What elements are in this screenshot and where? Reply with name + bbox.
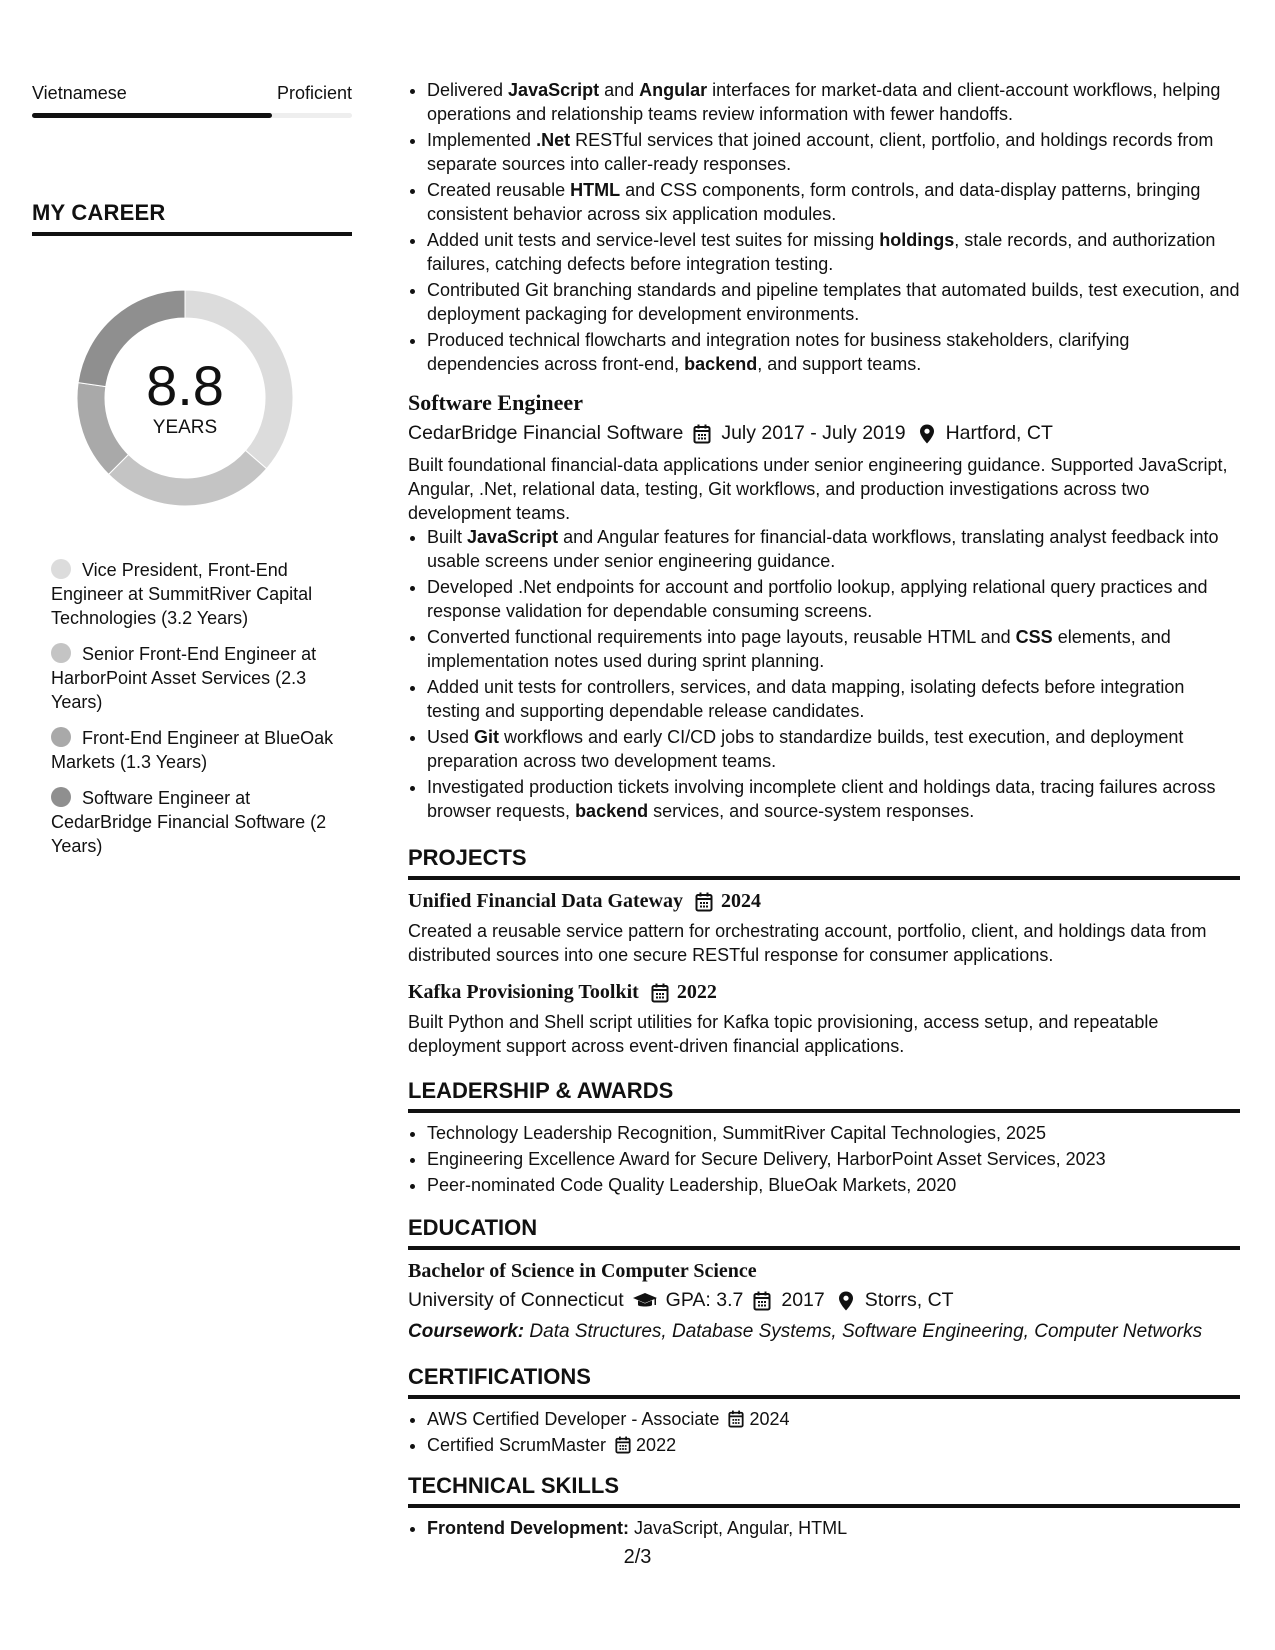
experience-bullet: • Used Git workflows and early CI/CD jobs to standardize builds, test execution, and deployment preparation across two development teams. xyxy=(427,725,1240,773)
graduation-year: 2017 xyxy=(781,1289,825,1311)
project-description: Created a reusable service pattern for orchestrating account, portfolio, client, and holdings data from distributed sources into one secure RESTful response for consumer applications. xyxy=(408,921,1207,965)
career-legend-label: Front-End Engineer at BlueOak Markets (1.3 Years) xyxy=(51,728,334,772)
project-title: Kafka Provisioning Toolkit xyxy=(408,981,639,1003)
experience-bullet: • Converted functional requirements into page layouts, reusable HTML and CSS elements, and implementation notes used during sprint planning. xyxy=(427,625,1240,673)
career-legend-label: Software Engineer at CedarBridge Financial Software (2 Years) xyxy=(51,788,327,856)
career-legend-item xyxy=(51,786,352,858)
award-item: • Technology Leadership Recognition, SummitRiver Capital Technologies, 2025 xyxy=(427,1121,1240,1145)
job-summary: Built foundational financial-data applications under senior engineering guidance. Supported JavaScript, Angular, .Net, relational data, testing, Git workflows, and production investigations across two development teams. xyxy=(408,455,1228,523)
job-title: Software Engineer xyxy=(408,390,583,415)
school-name: University of Connecticut xyxy=(408,1289,624,1311)
experience-bullet: • Built JavaScript and Angular features for financial-data workflows, translating analyst feedback into usable screens under senior engineering guidance. xyxy=(427,525,1240,573)
sidebar xyxy=(32,78,352,870)
calendar-icon xyxy=(689,424,715,444)
skills-list xyxy=(408,1516,1240,1540)
legend-swatch xyxy=(51,787,71,807)
certifications-section xyxy=(408,1364,1240,1457)
page-number: 2/3 xyxy=(623,1546,652,1568)
calendar-icon xyxy=(691,892,717,912)
career-legend-item xyxy=(51,642,352,714)
career-legend-label: Senior Front-End Engineer at HarborPoint Asset Services (2.3 Years) xyxy=(51,644,317,712)
projects-heading: PROJECTS xyxy=(408,845,1240,880)
job-dates: July 2017 - July 2019 xyxy=(721,422,906,444)
school-location: Storrs, CT xyxy=(864,1289,954,1311)
skills-heading: TECHNICAL SKILLS xyxy=(408,1473,1240,1508)
experience-bullet: • Added unit tests and service-level test suites for missing holdings, stale records, and authorization failures, catching defects before integration testing. xyxy=(427,228,1240,276)
career-legend-item xyxy=(51,726,352,774)
skill-category: Frontend Development: xyxy=(427,1518,630,1538)
certifications-heading: CERTIFICATIONS xyxy=(408,1364,1240,1399)
certification-year: 2022 xyxy=(636,1435,677,1455)
education-meta xyxy=(408,1289,1240,1312)
language-proficiency-bar xyxy=(32,113,352,118)
experience-bullet: • Implemented .Net RESTful services that joined account, client, portfolio, and holdings records from separate sources into caller-ready responses. xyxy=(427,128,1240,176)
career-total-value: 8.8 xyxy=(146,354,224,417)
experience-bullet: • Developed .Net endpoints for account and portfolio lookup, applying relational query practices and response validation for dependable consuming screens. xyxy=(427,575,1240,623)
job-company: CedarBridge Financial Software xyxy=(408,422,684,444)
coursework-label: Coursework: xyxy=(408,1321,525,1342)
education-heading: EDUCATION xyxy=(408,1215,1240,1250)
previous-job-bullets xyxy=(408,78,1240,376)
legend-swatch xyxy=(51,643,71,663)
leadership-list xyxy=(408,1121,1240,1197)
location-pin-icon xyxy=(833,1291,859,1311)
degree-title: Bachelor of Science in Computer Science xyxy=(408,1260,757,1282)
location-pin-icon xyxy=(914,424,940,444)
project-title-row xyxy=(408,981,1240,1004)
skill-values: JavaScript, Angular, HTML xyxy=(629,1518,848,1538)
skills-section xyxy=(408,1473,1240,1540)
experience-bullet: • Contributed Git branching standards and pipeline templates that automated builds, test execution, and deployment packaging for development environments. xyxy=(427,278,1240,326)
projects-section xyxy=(408,845,1240,1058)
language-row xyxy=(32,78,352,104)
certifications-list xyxy=(408,1407,1240,1457)
gpa: GPA: 3.7 xyxy=(665,1289,744,1311)
coursework-list: Data Structures, Database Systems, Software Engineering, Computer Networks xyxy=(529,1321,1203,1342)
job-bullets xyxy=(408,525,1240,823)
certification-item xyxy=(427,1407,1240,1431)
certification-name: AWS Certified Developer - Associate xyxy=(427,1409,720,1429)
calendar-icon xyxy=(723,1410,749,1428)
experience-bullet: • Investigated production tickets involving incomplete client and holdings data, tracing failures across browser requests, backend services, and source-system responses. xyxy=(427,775,1240,823)
projects-list xyxy=(408,890,1240,1058)
calendar-icon xyxy=(647,983,673,1003)
experience-bullet: • Added unit tests for controllers, services, and data mapping, isolating defects before integration testing and supporting dependable release candidates. xyxy=(427,675,1240,723)
skill-item xyxy=(427,1516,1240,1540)
education-section xyxy=(408,1215,1240,1344)
project-description: Built Python and Shell script utilities for Kafka topic provisioning, access setup, and repeatable deployment support across event-driven financial applications. xyxy=(408,1012,1159,1056)
career-heading: MY CAREER xyxy=(32,118,352,236)
legend-swatch xyxy=(51,727,71,747)
graduation-cap-icon xyxy=(630,1292,660,1310)
certification-name: Certified ScrumMaster xyxy=(427,1435,607,1455)
project-title-row xyxy=(408,890,1240,913)
award-item: • Engineering Excellence Award for Secure Delivery, HarborPoint Asset Services, 2023 xyxy=(427,1147,1240,1171)
certification-item xyxy=(427,1433,1240,1457)
language-level: Proficient xyxy=(276,83,352,103)
career-total-unit: YEARS xyxy=(152,417,218,438)
experience-bullet: • Produced technical flowcharts and integration notes for business stakeholders, clarifying dependencies across front-end, backend, and support teams. xyxy=(427,328,1240,376)
certification-year: 2024 xyxy=(749,1409,790,1429)
project-title: Unified Financial Data Gateway xyxy=(408,890,683,912)
project-year: 2024 xyxy=(721,890,761,912)
main-content xyxy=(408,78,1240,1542)
career-legend-label: Vice President, Front-End Engineer at SummitRiver Capital Technologies (3.2 Years) xyxy=(51,560,313,628)
leadership-section xyxy=(408,1078,1240,1197)
award-item: • Peer-nominated Code Quality Leadership, BlueOak Markets, 2020 xyxy=(427,1173,1240,1197)
language-name: Vietnamese xyxy=(32,83,127,103)
language-proficiency-fill xyxy=(32,113,272,118)
project-year: 2022 xyxy=(676,981,717,1003)
career-donut-chart xyxy=(65,278,305,518)
calendar-icon xyxy=(749,1291,775,1311)
legend-swatch xyxy=(51,559,71,579)
career-legend-item xyxy=(51,558,352,630)
experience-bullet: • Created reusable HTML and CSS components, form controls, and data-display patterns, bringing consistent behavior across six application modules. xyxy=(427,178,1240,226)
experience-bullet: • Delivered JavaScript and Angular interfaces for market-data and client-account workflows, helping operations and relationship teams review information with fewer handoffs. xyxy=(427,78,1240,126)
job-meta xyxy=(408,422,1240,445)
coursework xyxy=(408,1320,1240,1344)
job-location: Hartford, CT xyxy=(945,422,1053,444)
calendar-icon xyxy=(610,1436,636,1454)
leadership-heading: LEADERSHIP & AWARDS xyxy=(408,1078,1240,1113)
career-legend xyxy=(51,558,352,858)
